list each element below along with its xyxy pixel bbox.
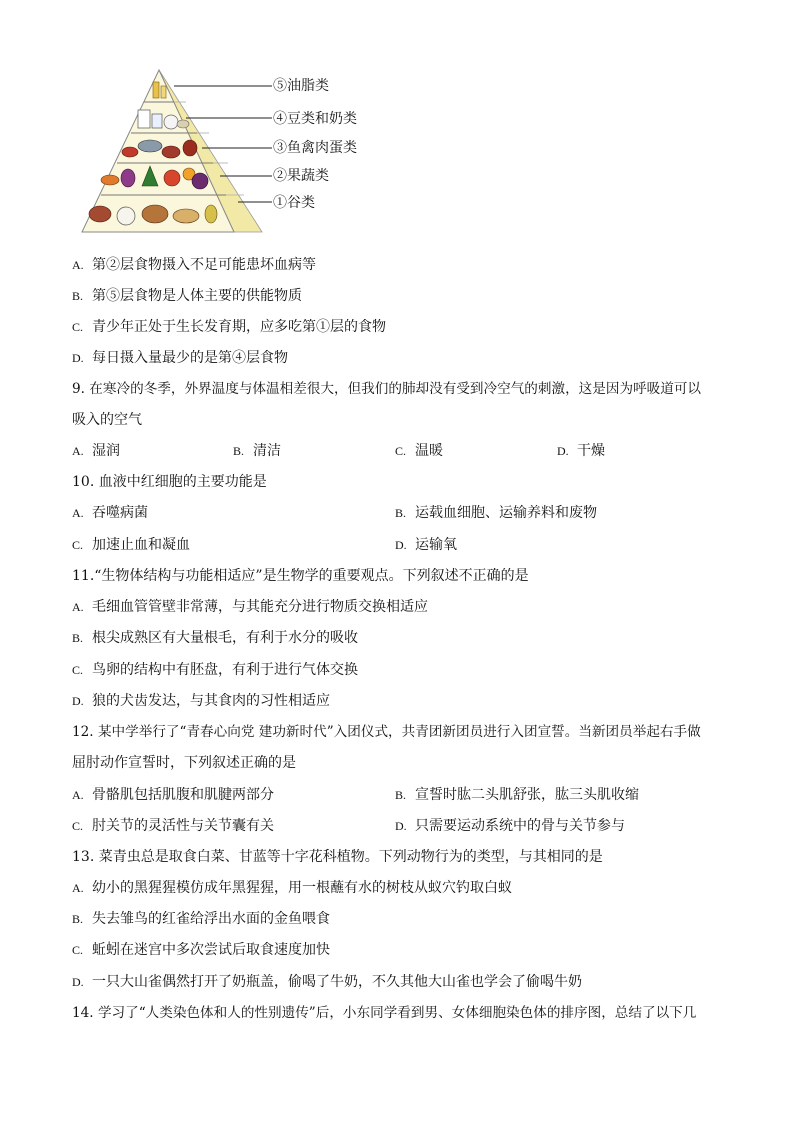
option-letter: D. bbox=[72, 351, 84, 365]
option-letter: D. bbox=[557, 444, 569, 458]
option-text: 肘关节的灵活性与关节囊有关 bbox=[92, 818, 274, 834]
option-letter: B. bbox=[395, 788, 407, 802]
option-letter: A. bbox=[72, 600, 84, 614]
option-text: 根尖成熟区有大量根毛，有利于水分的吸收 bbox=[92, 630, 358, 646]
q9-option-a bbox=[72, 441, 120, 461]
option-letter: C. bbox=[395, 444, 407, 458]
option-text: 清洁 bbox=[253, 443, 281, 459]
option-text: 加速止血和凝血 bbox=[92, 537, 190, 553]
option-letter: A. bbox=[72, 506, 84, 520]
option-letter: C. bbox=[72, 320, 84, 334]
option-text: 毛细血管管壁非常薄，与其能充分进行物质交换相适应 bbox=[92, 599, 428, 615]
option-text: 青少年正处于生长发育期，应多吃第①层的食物 bbox=[92, 319, 386, 335]
q9-option-c bbox=[395, 441, 443, 461]
q8-option-c bbox=[72, 317, 386, 337]
q12-option-c bbox=[72, 816, 274, 836]
option-text: 第⑤层食物是人体主要的供能物质 bbox=[92, 288, 302, 304]
option-letter: D. bbox=[72, 975, 84, 989]
q8-option-d bbox=[72, 348, 288, 368]
q12-option-b bbox=[395, 785, 639, 805]
option-letter: A. bbox=[72, 444, 84, 458]
q9-option-d bbox=[557, 441, 605, 461]
option-text: 蚯蚓在迷宫中多次尝试后取食速度加快 bbox=[92, 942, 330, 958]
option-letter: D. bbox=[72, 694, 84, 708]
option-text: 温暖 bbox=[415, 443, 443, 459]
q11-option-b bbox=[72, 628, 358, 648]
q14-stem: 14. 学习了“人类染色体和人的性别遗传”后，小东同学看到男、女体细胞染色体的排序图，总结了以下几 bbox=[72, 1005, 697, 1021]
option-letter: B. bbox=[72, 912, 84, 926]
q8-option-a bbox=[72, 255, 316, 275]
option-letter: B. bbox=[72, 289, 84, 303]
q8-option-b bbox=[72, 286, 302, 306]
option-letter: D. bbox=[395, 538, 407, 552]
option-text: 吞噬病菌 bbox=[92, 505, 148, 521]
option-letter: A. bbox=[72, 258, 84, 272]
q12-option-d bbox=[395, 816, 625, 836]
q9-option-b bbox=[233, 441, 281, 461]
option-letter: B. bbox=[395, 506, 407, 520]
option-letter: D. bbox=[395, 819, 407, 833]
option-letter: C. bbox=[72, 538, 84, 552]
q12-stem-line1: 12. 某中学举行了“青春心向党 建功新时代”入团仪式，共青团新团员进行入团宣誓。当新团员举起右手做 bbox=[72, 724, 701, 740]
q13-option-c bbox=[72, 940, 330, 960]
option-letter: C. bbox=[72, 819, 84, 833]
option-text: 第②层食物摄入不足可能患坏血病等 bbox=[92, 257, 316, 273]
pyramid-label-4: ④豆类和奶类 bbox=[273, 111, 357, 127]
q13-option-d bbox=[72, 972, 582, 992]
option-text: 幼小的黑猩猩模仿成年黑猩猩，用一根蘸有水的树枝从蚁穴钓取白蚁 bbox=[92, 880, 512, 896]
q13-stem: 13. 菜青虫总是取食白菜、甘蓝等十字花科植物。下列动物行为的类型，与其相同的是 bbox=[72, 849, 603, 865]
pyramid-label-2: ②果蔬类 bbox=[273, 168, 329, 184]
pyramid-label-3: ③鱼禽肉蛋类 bbox=[273, 140, 357, 156]
option-text: 运载血细胞、运输养料和废物 bbox=[415, 505, 597, 521]
option-letter: B. bbox=[72, 631, 84, 645]
option-text: 干燥 bbox=[577, 443, 605, 459]
option-text: 失去雏鸟的红雀给浮出水面的金鱼喂食 bbox=[92, 911, 330, 927]
pyramid-label-1: ①谷类 bbox=[273, 195, 315, 211]
q9-stem-line1: 9. 在寒冷的冬季，外界温度与体温相差很大，但我们的肺却没有受到冷空气的刺激，这是因为呼吸道可以 bbox=[72, 381, 702, 397]
q10-option-a bbox=[72, 503, 148, 523]
option-text: 运输氧 bbox=[415, 537, 457, 553]
option-text: 每日摄入量最少的是第④层食物 bbox=[92, 350, 288, 366]
q11-option-c bbox=[72, 660, 358, 680]
q11-option-d bbox=[72, 691, 330, 711]
option-letter: C. bbox=[72, 943, 84, 957]
option-text: 宣誓时肱二头肌舒张，肱三头肌收缩 bbox=[415, 787, 639, 803]
q12-option-a bbox=[72, 785, 274, 805]
q11-stem: 11.“生物体结构与功能相适应”是生物学的重要观点。下列叙述不正确的是 bbox=[72, 568, 529, 584]
option-text: 骨骼肌包括肌腹和肌腱两部分 bbox=[92, 787, 274, 803]
option-letter: A. bbox=[72, 788, 84, 802]
q11-option-a bbox=[72, 597, 428, 617]
food-pyramid-figure bbox=[76, 66, 366, 236]
option-text: 只需要运动系统中的骨与关节参与 bbox=[415, 818, 625, 834]
q10-option-d bbox=[395, 535, 457, 555]
option-text: 一只大山雀偶然打开了奶瓶盖，偷喝了牛奶，不久其他大山雀也学会了偷喝牛奶 bbox=[92, 974, 582, 990]
q12-stem-line2: 屈肘动作宣誓时，下列叙述正确的是 bbox=[72, 755, 296, 771]
option-text: 鸟卵的结构中有胚盘，有利于进行气体交换 bbox=[92, 662, 358, 678]
option-letter: A. bbox=[72, 881, 84, 895]
option-text: 湿润 bbox=[92, 443, 120, 459]
q10-option-b bbox=[395, 503, 597, 523]
q10-stem: 10. 血液中红细胞的主要功能是 bbox=[72, 474, 267, 490]
option-letter: B. bbox=[233, 444, 245, 458]
pyramid-label-5: ⑤油脂类 bbox=[273, 78, 329, 94]
q9-stem-line2: 吸入的空气 bbox=[72, 412, 142, 428]
option-text: 狼的犬齿发达，与其食肉的习性相适应 bbox=[92, 693, 330, 709]
q13-option-a bbox=[72, 878, 512, 898]
option-letter: C. bbox=[72, 663, 84, 677]
q13-option-b bbox=[72, 909, 330, 929]
q10-option-c bbox=[72, 535, 190, 555]
